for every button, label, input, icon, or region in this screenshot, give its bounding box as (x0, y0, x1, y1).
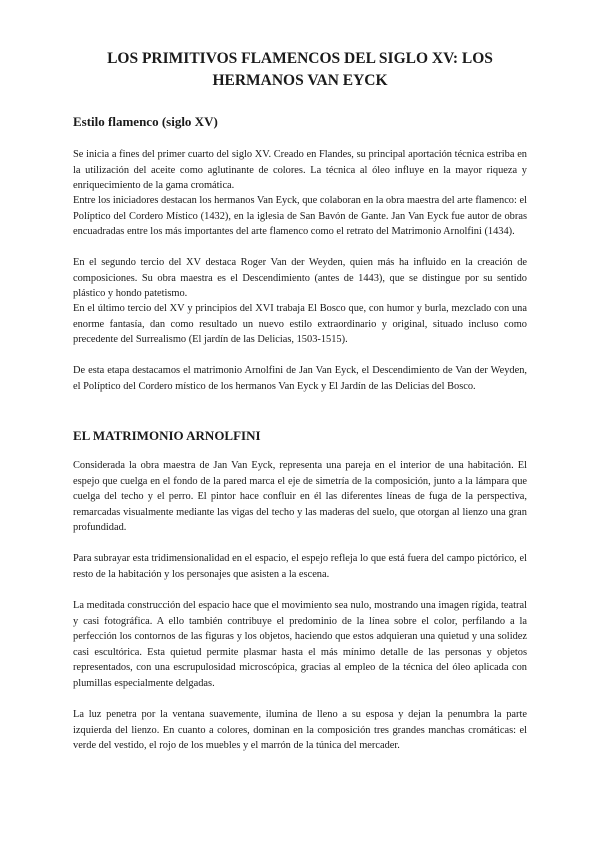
paragraph: Se inicia a fines del primer cuarto del siglo XV. Creado en Flandes, su principal aportación técnica estriba en la utilización del aceite como aglutinante de colores. La técnica al óleo influye en la mayor riqueza y enriquecimiento de la gama cromática. (73, 149, 527, 192)
paragraph: En el segundo tercio del XV destaca Roger Van der Weyden, quien más ha influido en la creación de composiciones. Su obra maestra es el Descendimiento (antes de 1443), que se distingue por su sentido plástico y hondo patetismo. (73, 257, 527, 300)
paragraph: Considerada la obra maestra de Jan Van Eyck, representa una pareja en el interior de una habitación. El espejo que cuelga en el fondo de la pared marca el eje de simetría de la composición, junto a la lámpara que cuelga del techo y el perro. El pintor hace confluir en él las diferentes líneas de fuga de la perspectiva, remarcadas visualmente mediante las vigas del techo y las maderas del suelo, que otorgan al lienzo una gran profundidad. (73, 460, 527, 534)
paragraph: Para subrayar esta tridimensionalidad en el espacio, el espejo refleja lo que está fuera del campo pictórico, el resto de la habitación y los personajes que asisten a la escena. (73, 553, 527, 580)
section-heading-estilo-flamenco: Estilo flamenco (siglo XV) (73, 114, 218, 129)
paragraph: Entre los iniciadores destacan los hermanos Van Eyck, que colaboran en la obra maestra del arte flamenco: el Políptico del Cordero Místico (1432), en la iglesia de San Bavón de Gante. Jan Van Eyck fue autor de obras encuadradas entre los más importantes del arte flamenco como el retrato del Matrimonio Arnolfini (1434). (73, 195, 527, 238)
paragraph: La meditada construcción del espacio hace que el movimiento sea nulo, mostrando una imagen rígida, teatral y casi fotográfica. A ello también contribuye el predominio de la línea sobre el color, perfilando a la perfección los contornos de las figuras y los objetos, haciendo que estos adquieran una quietud y una solidez casi escultórica. Esta quietud permite plasmar hasta el más mínimo detalle de las personas y objetos representados, con una escrupulosidad microscópica, gracias al empleo de la técnica del óleo aplicada con plumillas especialmente delgadas. (73, 600, 527, 689)
section-heading-matrimonio-arnolfini: EL MATRIMONIO ARNOLFINI (73, 428, 261, 443)
paragraph: La luz penetra por la ventana suavemente, ilumina de lleno a su esposa y dejan la penumbra la parte izquierda del lienzo. En cuanto a colores, dominan en la composición tres grandes manchas cromáticas: el verde del vestido, el rojo de los muebles y el marrón de la túnica del mercader. (73, 709, 527, 752)
title-line-1: LOS PRIMITIVOS FLAMENCOS DEL SIGLO XV: LOS (107, 50, 493, 67)
paragraph: De esta etapa destacamos el matrimonio Arnolfini de Jan Van Eyck, el Descendimiento de Van der Weyden, el Políptico del Cordero místico de los hermanos Van Eyck y El Jardín de las Delicias del Bosco. (73, 365, 527, 392)
paragraph: En el último tercio del XV y principios del XVI trabaja El Bosco que, con humor y burla, mezclado con una enorme fantasía, dan como resultado un nuevo estilo extraordinario y original, situado incluso como precedente del Surrealismo (El jardín de las Delicias, 1503-1515). (73, 303, 527, 346)
title-line-2: HERMANOS VAN EYCK (212, 72, 388, 89)
document-title (60, 48, 540, 92)
